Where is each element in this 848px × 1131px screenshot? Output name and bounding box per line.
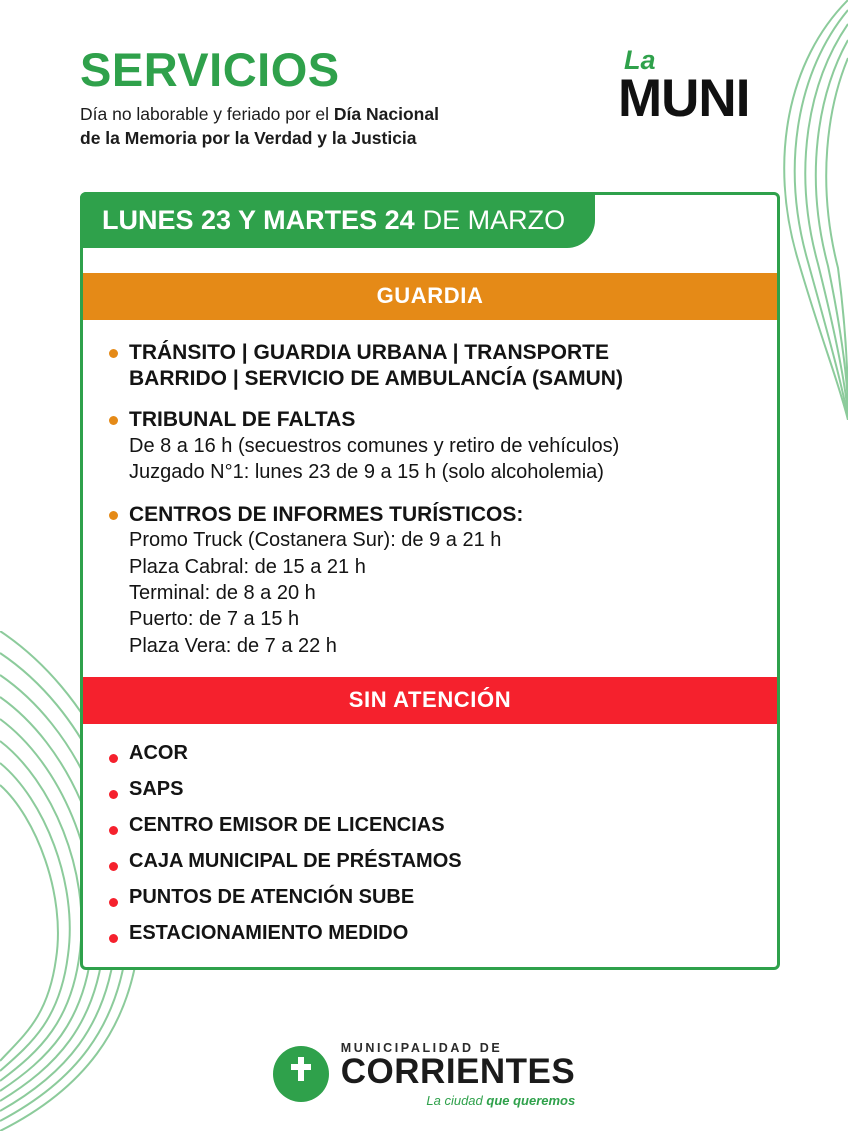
bullet-icon [109, 934, 118, 943]
la-muni-muni-text: MUNI [618, 68, 750, 128]
sin-atencion-section [83, 724, 777, 967]
services-card [80, 192, 780, 970]
guardia-band: GUARDIA [83, 273, 777, 320]
footer-slogan-part1: La ciudad [426, 1093, 487, 1108]
footer-slogan [341, 1094, 575, 1107]
guardia-item-0-head-1: TRÁNSITO | GUARDIA URBANA | TRANSPORTE [129, 341, 609, 364]
guardia-item-1-line-1: Juzgado N°1: lunes 23 de 9 a 15 h (solo alcoholemia) [129, 461, 604, 484]
la-muni-logo [618, 45, 793, 138]
corrientes-crest-icon [273, 1046, 329, 1102]
sin-item-5: ESTACIONAMIENTO MEDIDO [129, 922, 409, 945]
footer-municipalidad-label: MUNICIPALIDAD DE [340, 1040, 503, 1055]
subtitle-plain: Día no laborable y feriado por el [80, 104, 334, 124]
la-muni-la-text: La [624, 45, 656, 75]
list-item [109, 742, 751, 765]
guardia-item-2-line-0: Promo Truck (Costanera Sur): de 9 a 21 h [129, 529, 502, 552]
date-ribbon [80, 192, 595, 248]
bullet-icon [109, 826, 118, 835]
sin-atencion-band: SIN ATENCIÓN [83, 677, 777, 724]
guardia-item-0-head-2: BARRIDO | SERVICIO DE AMBULANCÍA (SAMUN) [129, 366, 623, 390]
guardia-item-2-line-1: Plaza Cabral: de 15 a 21 h [129, 555, 366, 578]
list-item [109, 922, 751, 945]
guardia-item-1-line-0: De 8 a 16 h (secuestros comunes y retiro de vehículos) [129, 434, 620, 457]
list-item [109, 814, 751, 837]
guardia-item-1-head: TRIBUNAL DE FALTAS [129, 408, 356, 432]
sin-item-0: ACOR [129, 742, 188, 765]
date-ribbon-month: DE MARZO [422, 204, 566, 235]
bullet-icon [109, 754, 118, 763]
bullet-icon [109, 349, 118, 358]
sin-item-4: PUNTOS DE ATENCIÓN SUBE [129, 886, 415, 909]
page-subtitle [80, 103, 600, 150]
footer-city-label: CORRIENTES [340, 1052, 576, 1092]
sin-item-1: SAPS [129, 778, 184, 801]
page-title: SERVICIOS [80, 43, 340, 96]
subtitle-bold-line1: Día Nacional [333, 104, 439, 124]
sin-item-3: CAJA MUNICIPAL DE PRÉSTAMOS [129, 850, 462, 873]
list-item [109, 407, 751, 485]
list-item [109, 778, 751, 801]
date-ribbon-days: LUNES 23 Y MARTES 24 [102, 204, 415, 235]
list-item [109, 502, 751, 660]
guardia-item-2-line-4: Plaza Vera: de 7 a 22 h [129, 634, 337, 657]
bullet-icon [109, 790, 118, 799]
footer-logo [0, 1042, 848, 1107]
bullet-icon [109, 898, 118, 907]
guardia-item-2-line-2: Terminal: de 8 a 20 h [129, 582, 316, 604]
footer-slogan-part2: que queremos [486, 1093, 576, 1108]
list-item [109, 886, 751, 909]
list-item [109, 340, 751, 391]
subtitle-bold-line2: de la Memoria por la Verdad y la Justicia [80, 127, 417, 148]
list-item [109, 850, 751, 873]
guardia-item-2-head: CENTROS DE INFORMES TURÍSTICOS: [129, 502, 524, 526]
bullet-icon [109, 416, 118, 425]
guardia-section [83, 320, 777, 677]
bullet-icon [109, 862, 118, 871]
bullet-icon [109, 511, 118, 520]
sin-item-2: CENTRO EMISOR DE LICENCIAS [129, 814, 445, 837]
guardia-item-2-line-3: Puerto: de 7 a 15 h [129, 608, 300, 631]
